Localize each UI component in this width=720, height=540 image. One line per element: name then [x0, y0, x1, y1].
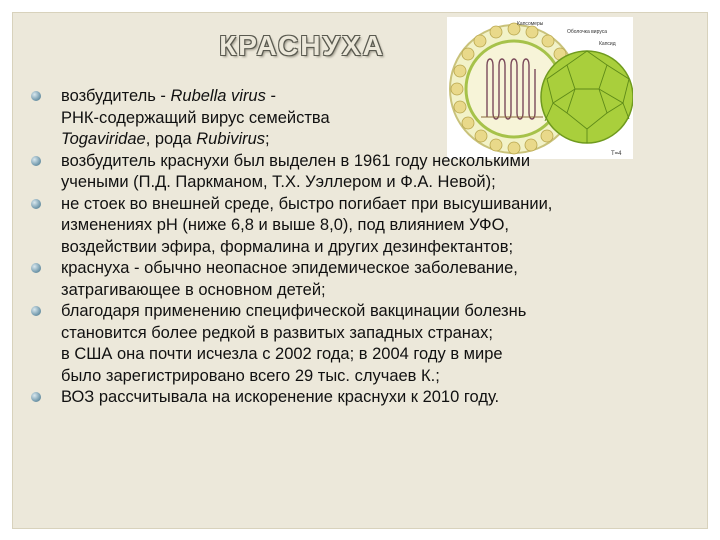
bullet-line: не стоек во внешней среде, быстро погибает при высушивании, [61, 194, 553, 213]
bullet-line: изменениях pH (ниже 6,8 и выше 8,0), под влиянием УФО, [61, 216, 509, 234]
bullet-item [30, 194, 696, 259]
bullet-icon [31, 263, 41, 273]
pathogen-name: Rubella virus [170, 87, 266, 105]
bullet-icon [31, 392, 41, 402]
bullet-item [30, 301, 696, 387]
figure-label-right: Капсид [599, 41, 616, 47]
bullet-line: возбудитель краснухи был выделен в 1961 году несколькими [61, 151, 531, 170]
bullet-line: учеными (П.Д. Паркманом, Т.Х. Уэллером и Ф.А. Невой); [61, 173, 496, 191]
figure-label-bottom: Т=4 [611, 151, 622, 157]
bullet-line: воздействии эфира, формалина и других дезинфектантов; [61, 237, 514, 256]
bullet-icon [31, 91, 41, 101]
bullet-list [30, 86, 696, 409]
bullet-text: , рода [145, 130, 197, 148]
bullet-item [30, 86, 696, 151]
genus-name: Rubivirus [196, 130, 266, 148]
figure-label-top-right: Оболочка вируса [567, 29, 608, 35]
bullet-line: затрагивающее в основном детей; [61, 280, 326, 299]
bullet-icon [31, 199, 41, 209]
bullet-line [61, 86, 441, 108]
bullet-item [30, 151, 696, 194]
bullet-line: благодаря применению специфической вакцинации болезнь [61, 302, 527, 320]
bullet-icon [31, 306, 41, 316]
bullet-line: было зарегистрировано всего 29 тыс. случаев К.; [61, 366, 440, 385]
bullet-line: РНК-содержащий вирус семейства [61, 108, 330, 127]
bullet-item [30, 258, 696, 301]
bullet-text: ; [265, 130, 270, 148]
bullet-line: в США она почти исчезла с 2002 года; в 2004 году в мире [61, 345, 503, 363]
bullet-text: возбудитель - [61, 87, 171, 105]
bullet-text: - [265, 87, 276, 105]
family-name: Togaviridae [61, 130, 146, 148]
bullet-line: становится более редкой в развитых западных странах; [61, 323, 493, 342]
figure-label-top-left: Капсомеры [517, 21, 544, 27]
bullet-icon [31, 156, 41, 166]
slide-title: КРАСНУХА [219, 30, 385, 61]
bullet-line: краснуха - обычно неопасное эпидемическое заболевание, [61, 259, 518, 277]
bullet-line [61, 129, 696, 151]
bullet-line: ВОЗ рассчитывала на искоренение краснухи к 2010 году. [61, 388, 500, 406]
bullet-item [30, 387, 696, 409]
